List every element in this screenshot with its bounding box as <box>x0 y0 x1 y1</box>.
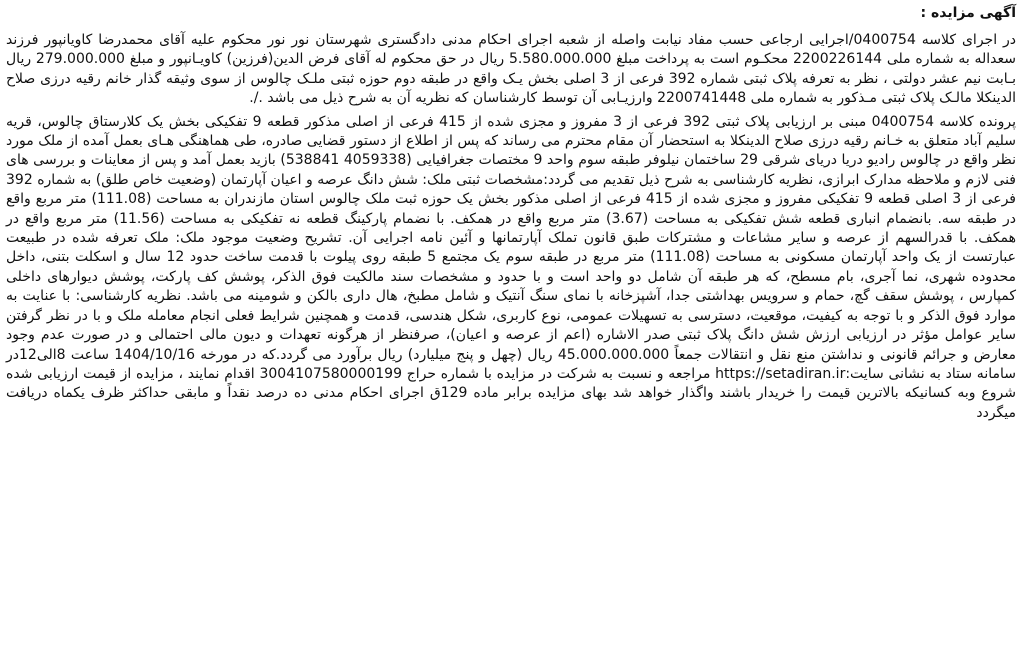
notice-paragraph-appraisal: پرونده کلاسه 0400754 مبنی بر ارزیابی پلاک ثبتی 392 فرعی از 3 مفروز و مجزی شده از 415 فرعی از اصلی مذکور قطعه 9 تفکیکی بخش یک کلارستاق چالوس، قریه سلیم آباد متعلق به خـانم رقیه درزی صلاح الدینکلا به استحضار آن مقام محترم می رساند که پس از اطلاع از دستور قضایی صادره، طی هماهنگی هـای بعمل آمده از ملک مورد نظر واقع در چالوس رادیو دریا دریای شرقی 29 ساختمان نیلوفر طبقه سوم واحد 9 مختصات جغرافیایی (4059338 538841) بازید بعمل آمد و پس از معاینات و بررسی های فنی لازم و ملاحظه مدارک ابرازی، نظریه کارشناسی به شرح ذیل تقدیم می گردد:مشخصات ثبتی ملک: شش دانگ عرصه و اعیان آپارتمان (وضعیت خاص طلق) به شماره 392 فرعی از 3 اصلی قطعه 9 تفکیکی مفروز و مجزی شده از 415 فرعی از اصلی مذکور بخش یک حوزه ثبت ملک چالوس استان مازندران به مساحت (111.08) متر مربع واقع در طبقه سه. بانضمام انباری قطعه شش تفکیکی به مساحت (3.67) متر مربع واقع در همکف. با نضمام پارکینگ قطعه نه تفکیکی به مساحت (11.56) متر مربع واقع در همکف. با قدرالسهم از عرصه و سایر مشاعات و مشترکات طبق قانون تملک آپارتمانها و آئین نامه اجرایی آن. تشریح وضعیت موجود ملک: ملک تعرفه شده در طبیعت عبارتست از یک واحد آپارتمان مسکونی به مساحت (111.08) متر مربع در طبقه سوم یک مجتمع 5 طبقه روی پیلوت با قدمت ساخت حدود 12 سال و اسکلت بتنی، داخل محدوده شهری، نما آجری، بام مسطح، که هر طبقه آن شامل دو واحد است و با حدود و مشخصات سند مالکیت فوق الذکر، پوشش کف پارکت، پوشش دیوارهای داخلی کمپارس ، پوشش سقف گچ، حمام و سرویس بهداشتی جدا، آشپزخانه با نمای سنگ آنتیک و شامل مطبخ، هال داری بالکن و شومینه می باشد. نظریه کارشناسی: با عنایت به موارد فوق الذکر و با توجه به کیفیت، موقعیت، دسترسی به تسهیلات عمومی، نوع کاربری، شکل هندسی، قدمت و همچنین شرایط فعلی انجام معامله ملک و با در نظر گرفتن سایر عوامل مؤثر در ارزیابی ارزش شش دانگ پلاک ثبتی صدر الاشاره (اعم از عرصه و اعیان)، صرفنظر از هرگونه تعهدات و دیون مالی احتمالی و در صورت عدم وجود معارض و جرائم قانونی و نداشتن منع نقل و انتقالات جمعاً 45.000.000.000 ریال (چهل و پنج میلیارد) ریال برآورد می گردد.که در مورخه 1404/10/16 ساعت 8الی12در سامانه ستاد به نشانی سایت:https://setadiran.ir مراجعه و نسبت به شرکت در مزایده با شماره حراج 3004107580000199 اقدام نمایند ، مزایده از قیمت ارزیابی شده شروع وبه کسانیکه بالاترین قیمت را خریدار باشند واگذار خواهد شد بهای مزایده برابر ماده 129ق اجرای احکام مدنی ده درصد نقداً و مابقی حداکثر ظرف یکماه دریافت میگردد <box>6 113 1016 421</box>
notice-paragraph-execution: در اجرای کلاسه 0400754/اجرایی ارجاعی حسب مفاد نیابت واصله از شعبه اجرای احکام مدنی دادگستری شهرستان نور نور محکوم علیه آقای محمدرضا کاویانپور فرزند سعداله به شماره ملی 2200226144 محکـوم است به پرداخت مبلغ 5.580.000.000 ریال در حق محکوم له آقای فرض الدین(فرزین) کاویـانپور و مبلغ 279.000.000 ریال بـابت نیم عشر دولتی ، نظر به تعرفه پلاک ثبتی شماره 392 فرعی از 3 اصلی بخش یـک واقع در طبقه دوم حوزه ثبتی ملـک چالوس از سوی وثیقه گذار خانم رقیه درزی صلاح الدینکلا مالـک پلاک ثبتی مـذکور به شماره ملی 2200741448 وارزیـابی آن توسط کارشناسان که نظریه آن به شرح ذیل می باشد ./. <box>6 32 1017 107</box>
auction-notice <box>6 4 1016 427</box>
notice-title: آگهی مزایده : <box>920 5 1016 21</box>
